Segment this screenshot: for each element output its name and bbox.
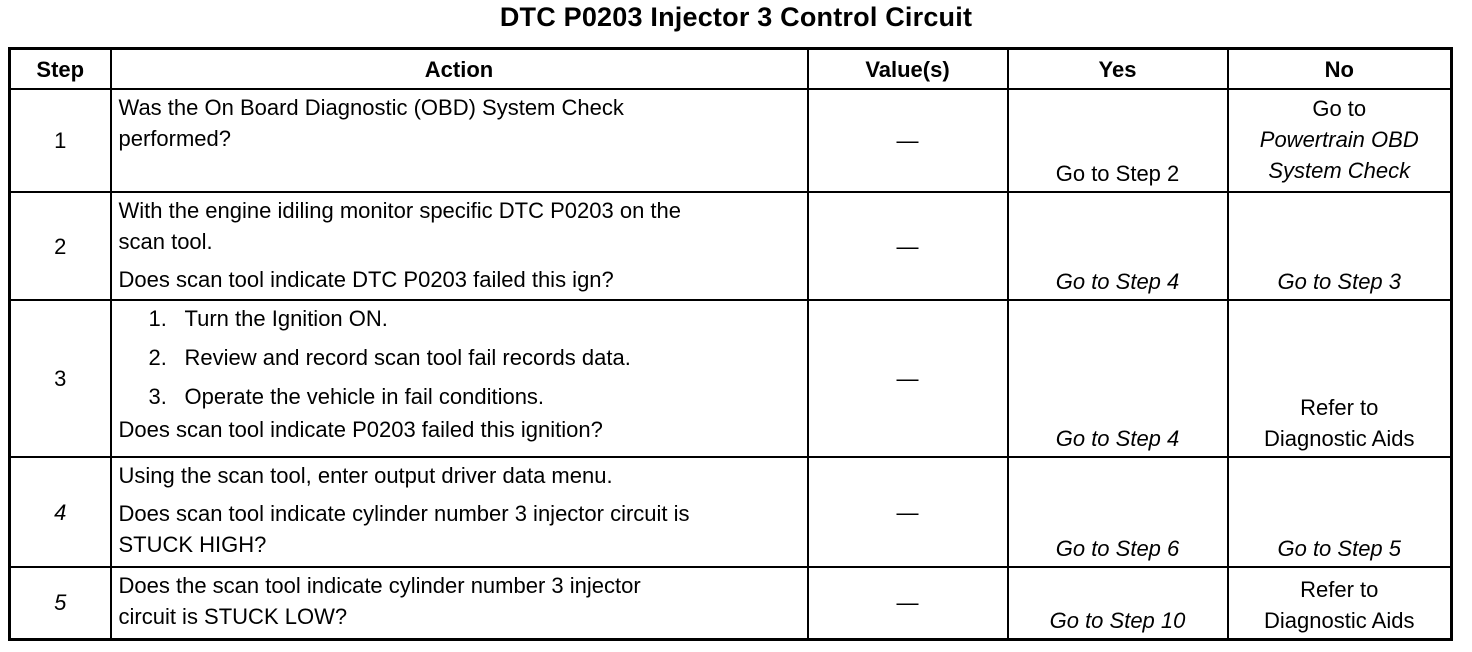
list-text: Operate the vehicle in fail conditions. [184,384,545,409]
yes-cell: Go to Step 4 [1008,300,1228,457]
step-number: 4 [10,457,111,567]
action-question: Does scan tool indicate DTC P0203 failed this ign? [118,267,614,292]
yes-cell: Go to Step 10 [1008,567,1228,639]
list-number: 1. [148,306,167,331]
no-link-text: Powertrain OBD [1259,127,1419,152]
action-text: circuit is STUCK LOW? [118,604,348,629]
yes-cell: Go to Step 4 [1008,192,1228,300]
no-text: Refer to [1300,395,1379,420]
list-text: Review and record scan tool fail records data. [184,345,631,370]
header-no: No [1228,49,1452,90]
value-cell: — [808,457,1008,567]
action-text: performed? [118,126,232,151]
no-cell [1228,300,1452,457]
no-cell: Go to Step 3 [1228,192,1452,300]
table-row [10,192,1452,300]
action-text: scan tool. [118,229,213,254]
no-text: Diagnostic Aids [1264,607,1415,633]
list-text: Turn the Ignition ON. [184,306,388,331]
no-text: Diagnostic Aids [1264,426,1415,451]
table-row [10,300,1452,457]
action-text: Does the scan tool indicate cylinder number 3 injector [118,573,641,598]
document-title: DTC P0203 Injector 3 Control Circuit [499,2,973,32]
table-row [10,457,1452,567]
action-question: STUCK HIGH? [118,532,267,557]
step-number: 5 [10,567,111,639]
table-row [10,567,1452,639]
value-cell: — [808,300,1008,457]
action-cell [111,89,808,192]
action-question: Does scan tool indicate P0203 failed this ignition? [118,417,603,442]
list-number: 3. [148,384,167,409]
action-cell [111,300,808,457]
header-values: Value(s) [808,49,1008,90]
action-cell [111,457,808,567]
value-cell: — [808,567,1008,639]
no-text: Refer to [1300,576,1379,602]
value-cell: — [808,89,1008,192]
procedure-list [119,303,801,412]
list-item [149,381,801,412]
yes-cell: Go to Step 2 [1008,89,1228,192]
value-cell: — [808,192,1008,300]
header-yes: Yes [1008,49,1228,90]
no-link-text: System Check [1268,158,1411,183]
list-item [149,342,801,373]
diagnostic-table [8,47,1453,641]
action-text: Was the On Board Diagnostic (OBD) System Check [118,95,624,120]
action-question: Does scan tool indicate cylinder number 3 injector circuit is [118,501,690,526]
yes-cell: Go to Step 6 [1008,457,1228,567]
action-text: Using the scan tool, enter output driver data menu. [118,463,613,488]
no-cell [1228,567,1452,639]
step-number: 3 [10,300,111,457]
action-cell [111,192,808,300]
header-step: Step [10,49,111,90]
header-action: Action [111,49,808,90]
step-number: 1 [10,89,111,192]
action-cell [111,567,808,639]
table-row [10,89,1452,192]
no-cell [1228,89,1452,192]
table-header-row [10,49,1452,90]
no-text: Go to [1312,96,1367,121]
no-cell: Go to Step 5 [1228,457,1452,567]
step-number: 2 [10,192,111,300]
action-text: With the engine idiling monitor specific DTC P0203 on the [118,198,682,223]
list-item [149,303,801,334]
list-number: 2. [148,345,167,370]
